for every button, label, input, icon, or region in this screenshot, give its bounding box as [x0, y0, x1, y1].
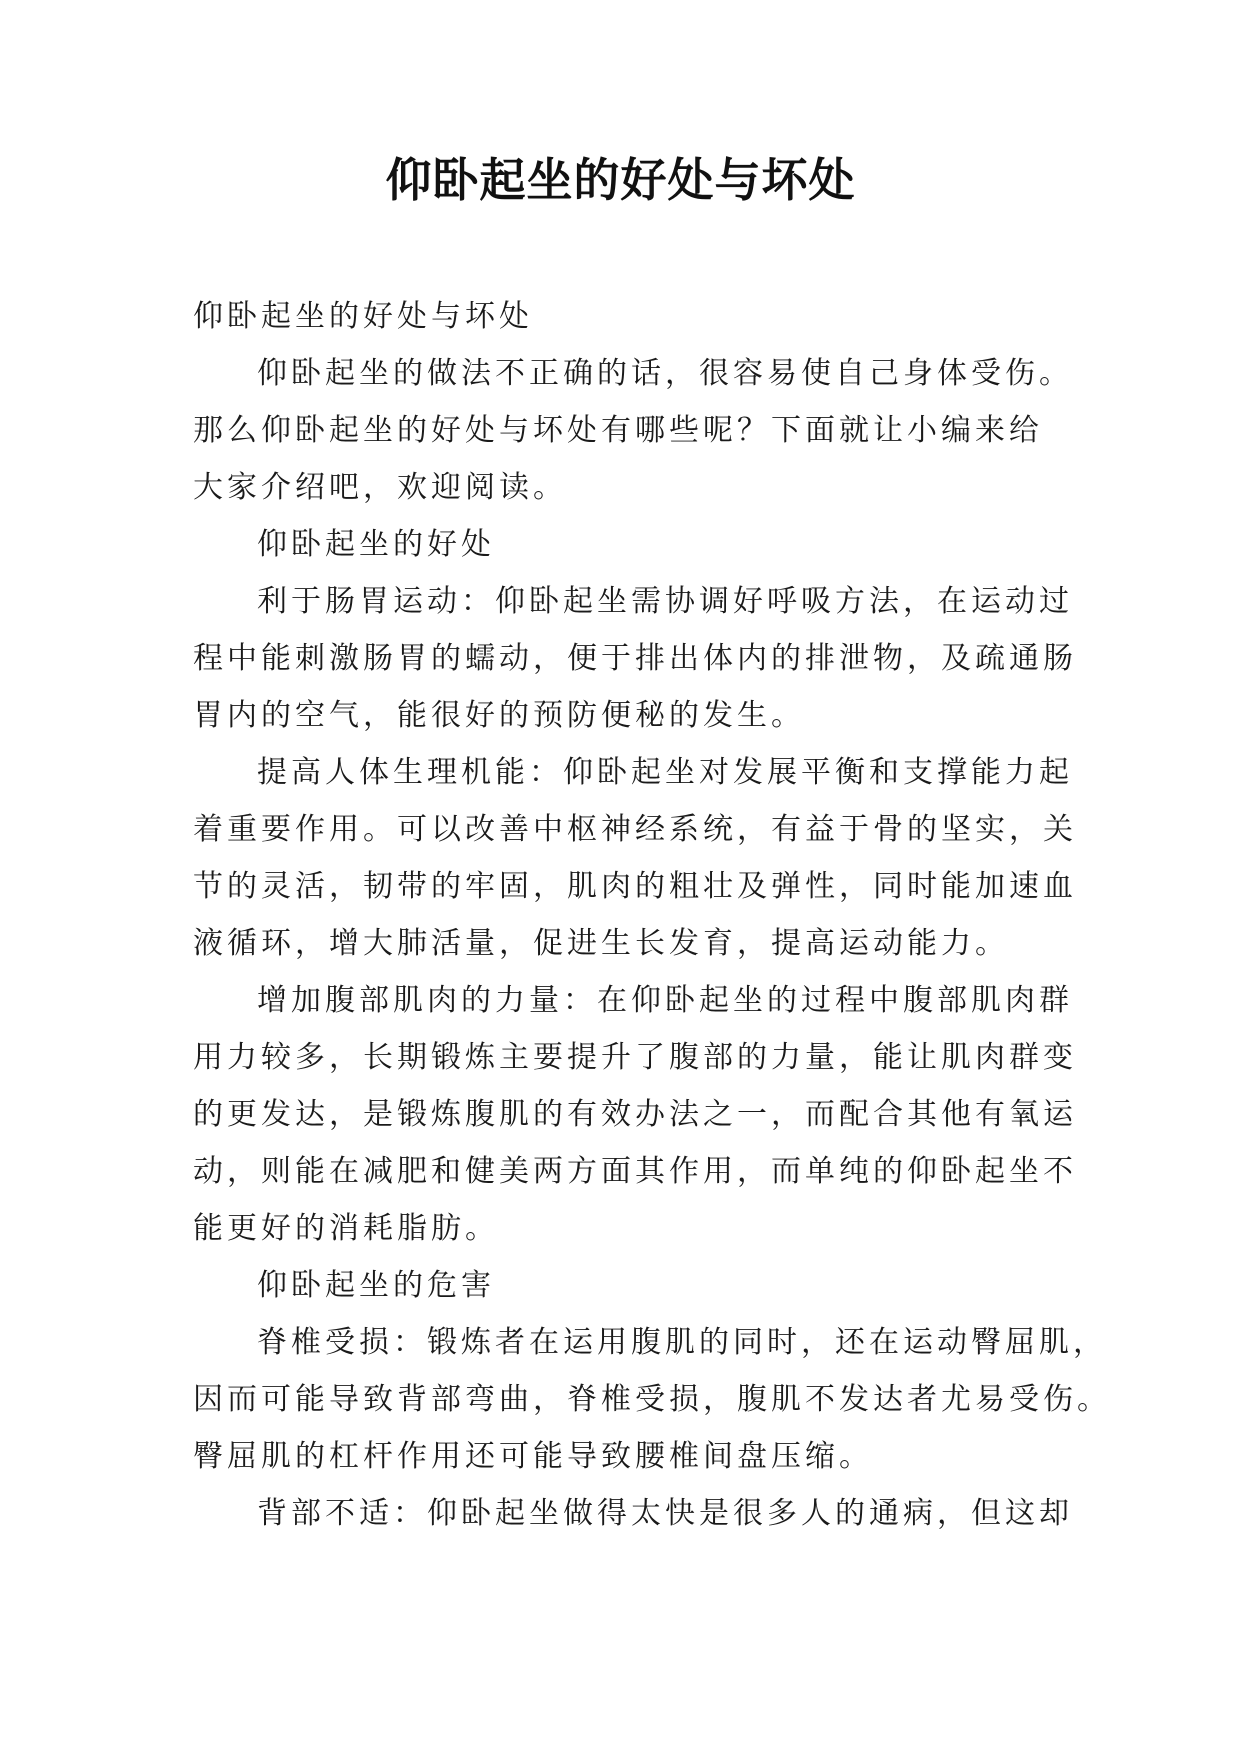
text-line: 着重要作用。可以改善中枢神经系统，有益于骨的坚实，关: [193, 812, 1077, 847]
text-line: 大家介绍吧，欢迎阅读。: [193, 470, 567, 505]
text-line: 增加腹部肌肉的力量：在仰卧起坐的过程中腹部肌肉群: [257, 983, 1073, 1018]
text-line: 臀屈肌的杠杆作用还可能导致腰椎间盘压缩。: [193, 1439, 873, 1474]
text-line: 动，则能在减肥和健美两方面其作用，而单纯的仰卧起坐不: [193, 1154, 1077, 1189]
document-body: [193, 288, 1111, 1542]
text-line: 胃内的空气，能很好的预防便秘的发生。: [193, 698, 805, 733]
text-line: 仰卧起坐的好处与坏处: [193, 299, 533, 334]
text-line: 的更发达，是锻炼腹肌的有效办法之一，而配合其他有氧运: [193, 1097, 1077, 1132]
text-line: 利于肠胃运动：仰卧起坐需协调好呼吸方法，在运动过: [257, 584, 1073, 619]
text-line: 因而可能导致背部弯曲，脊椎受损，腹肌不发达者尤易受伤。: [193, 1382, 1111, 1417]
text-line: 程中能刺激肠胃的蠕动，便于排出体内的排泄物，及疏通肠: [193, 641, 1077, 676]
text-line: 仰卧起坐的做法不正确的话，很容易使自己身体受伤。: [257, 356, 1073, 391]
text-line: 那么仰卧起坐的好处与坏处有哪些呢？下面就让小编来给: [193, 413, 1043, 448]
text-line: 背部不适：仰卧起坐做得太快是很多人的通病，但这却: [257, 1496, 1073, 1531]
text-line: 能更好的消耗脂肪。: [193, 1211, 499, 1246]
text-line: 液循环，增大肺活量，促进生长发育，提高运动能力。: [193, 926, 1009, 961]
text-line: 仰卧起坐的好处: [257, 527, 495, 562]
text-line: 用力较多，长期锻炼主要提升了腹部的力量，能让肌肉群变: [193, 1040, 1077, 1075]
text-line: 提高人体生理机能：仰卧起坐对发展平衡和支撑能力起: [257, 755, 1073, 790]
text-line: 仰卧起坐的危害: [257, 1268, 495, 1303]
text-line: 节的灵活，韧带的牢固，肌肉的粗壮及弹性，同时能加速血: [193, 869, 1077, 904]
document-title: 仰卧起坐的好处与坏处: [385, 153, 856, 207]
text-line: 脊椎受损：锻炼者在运用腹肌的同时，还在运动臀屈肌，: [257, 1325, 1107, 1360]
